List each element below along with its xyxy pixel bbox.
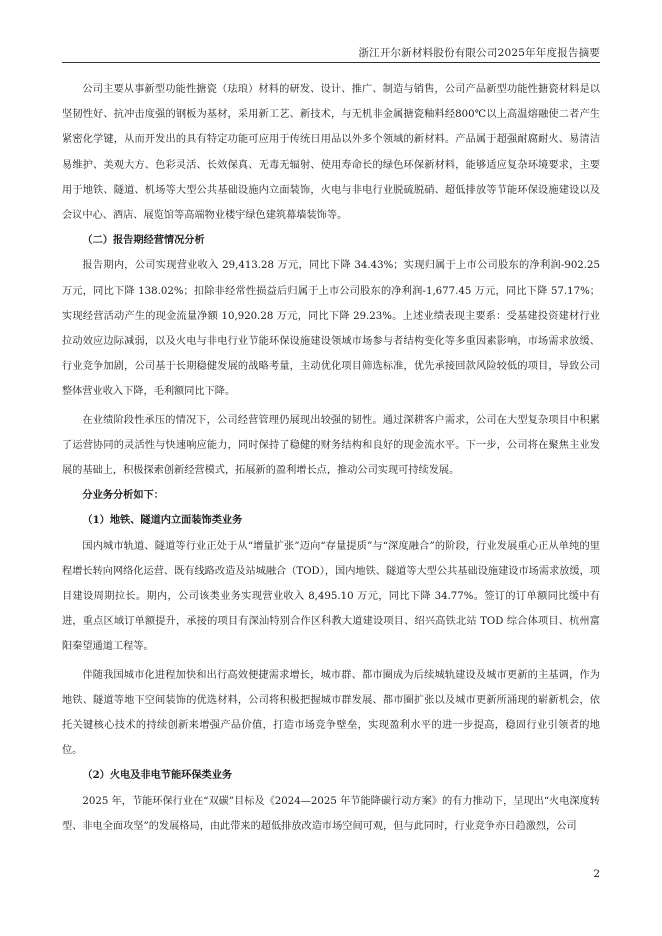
power-environmental-paragraph: 2025 年，节能环保行业在“双碳”目标及《2024—2025 年节能降碳行动方案》的有力推动下，呈现出“火电深度转型、非电全面攻坚”的发展格局，由此带来的超低排放改造市场空间可观，但与此同时，行业竞争亦日趋激烈，公司	[62, 795, 600, 832]
company-business-paragraph: 公司主要从事新型功能性搪瓷（珐琅）材料的研发、设计、推广、制造与销售，公司产品新型功能性搪瓷材料是以坚韧性好、抗冲击度强的钢板为基材，采用新工艺、新技术，与无机非金属搪瓷釉料经800℃以上高温熔融使二者产生紧密化学键，从而开发出的具有特定功能可应用于传统日用品以外多个领域的新材料。产品属于超强耐腐耐火、易清洁易维护、美观大方、色彩灵活、长效保真、无毒无辐射、使用寿命长的绿色环保新材料，能够适应复杂环境要求，主要用于地铁、隧道、机场等大型公共基础设施内立面装饰，火电与非电行业脱硫脱硝、超低排放等节能环保设施建设以及会议中心、酒店、展览馆等高端物业楼宇绿色建筑幕墙装饰等。	[62, 84, 600, 222]
header-divider	[62, 62, 600, 63]
metro-tunnel-paragraph: 国内城市轨道、隧道等行业正处于从“增量扩张”迈向“存量提质”与“深度融合”的阶段，行业发展重心正从单纯的里程增长转向网络化运营、既有线路改造及站城融合（TOD），国内地铁、隧道等大型公共基础设施建设市场需求放缓，项目建设周期拉长。期内，公司该类业务实现营业收入 8,495.10 万元，同比下降 34.77%。签订的订单额同比缓中有进，重点区域订单额提升，承接的项目有深汕特别合作区科教大道建设项目、绍兴高铁北站 TOD 综合体项目、杭州富阳秦望通道工程等。	[62, 540, 600, 653]
subsection-heading-metro-tunnel: （1）地铁、隧道内立面装饰类业务	[82, 514, 243, 527]
document-body	[62, 77, 600, 839]
section-heading-operations: （二）报告期经营情况分析	[82, 234, 205, 247]
segment-analysis-heading: 分业务分析如下：	[82, 489, 164, 502]
report-header-title: 浙江开尔新材料股份有限公司2025年年度报告摘要	[358, 47, 600, 59]
subsection-heading-power-environmental: （2）火电及非电节能环保类业务	[82, 769, 233, 782]
resilience-paragraph: 在业绩阶段性承压的情况下，公司经营管理仍展现出较强的韧性。通过深耕客户需求，公司在大型复杂项目中积累了运营协同的灵活性与快速响应能力，同时保持了稳健的财务结构和良好的现金流水平。下一步，公司将在聚焦主业发展的基础上，积极探索创新经营模式，拓展新的盈利增长点，推动公司实现可持续发展。	[62, 414, 600, 477]
page-number: 2	[593, 868, 600, 880]
metro-outlook-paragraph: 伴随我国城市化进程加快和出行高效便捷需求增长，城市群、都市圈成为后续城轨建设及城市更新的主基调，作为地铁、隧道等地下空间装饰的优选材料，公司将积极把握城市群发展、都市圈扩张以及城市更新所涌现的崭新机会，依托关键核心技术的持续创新来增强产品价值，打造市场竞争壁垒，实现盈利水平的进一步提高，稳固行业引领者的地位。	[62, 669, 600, 757]
performance-summary-paragraph: 报告期内，公司实现营业收入 29,413.28 万元，同比下降 34.43%；实现归属于上市公司股东的净利润-902.25 万元，同比下降 138.02%；扣除非经常性损益后归属于上市公司股东的净利润-1,677.45 万元，同比下降 57.17%；实现经营活动产生的现金流量净额 10,920.28 万元，同比下降 29.23%。上述业绩表现主要系：受基建投资建材行业拉动效应边际减弱，以及火电与非电行业节能环保设施建设领域市场参与者结构变化等多重因素影响，市场需求放缓、行业竞争加剧，公司基于长期稳健发展的战略考量，主动优化项目筛选标准，优先承接回款风险较低的项目，导致公司整体营业收入下降，毛利额同比下降。	[62, 260, 600, 398]
